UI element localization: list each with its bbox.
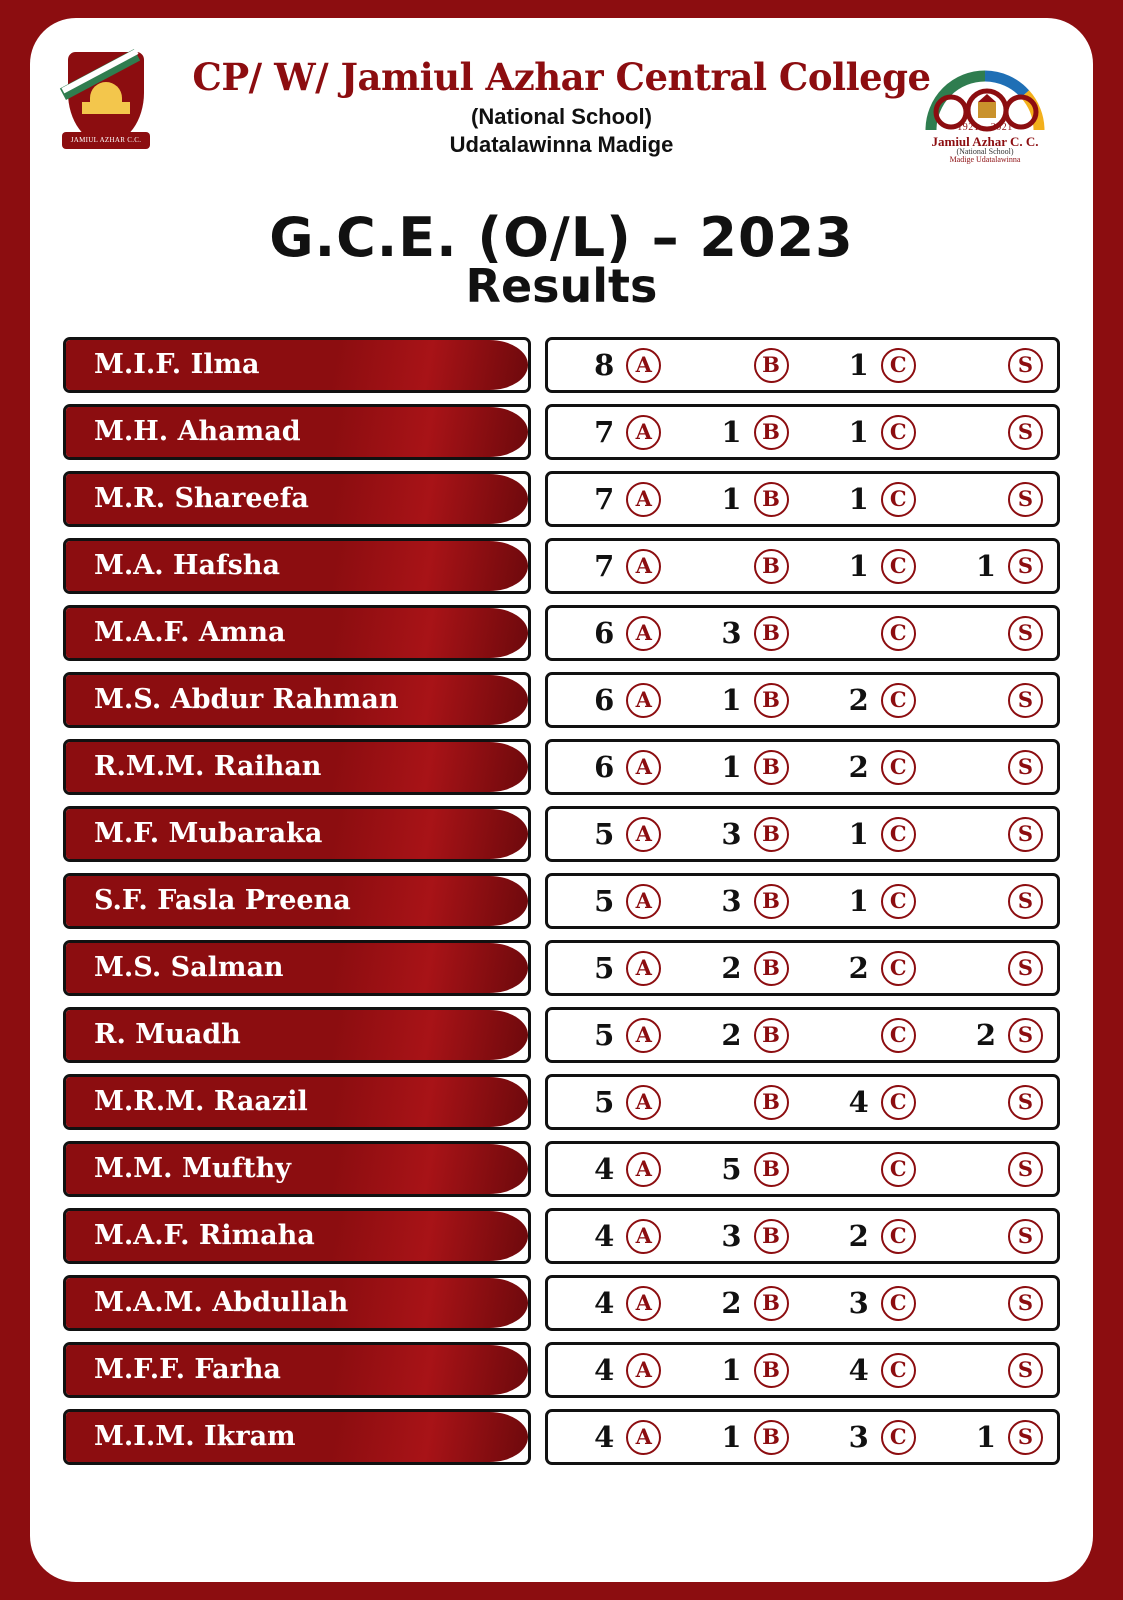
- grade-count-b: 1: [721, 1353, 742, 1387]
- results-list: [30, 337, 1093, 1465]
- grade-group-b: [675, 549, 802, 584]
- grade-letter-b-icon: B: [754, 415, 789, 450]
- table-row: [63, 940, 1060, 996]
- grade-letter-s-icon: S: [1008, 1152, 1043, 1187]
- grade-group-b: [675, 1219, 802, 1254]
- grade-count-a: 4: [594, 1286, 615, 1320]
- grade-letter-s-icon: S: [1008, 616, 1043, 651]
- centenary-name: Jamiul Azhar C. C.: [931, 134, 1039, 149]
- student-name-cell: [63, 605, 531, 661]
- table-row: [63, 873, 1060, 929]
- grade-group-c: [803, 884, 930, 919]
- grade-count-a: 7: [594, 482, 615, 516]
- grade-group-s: [930, 549, 1057, 584]
- grade-count-c: 2: [848, 683, 869, 717]
- grade-count-a: 5: [594, 817, 615, 851]
- grade-letter-a-icon: A: [626, 1018, 661, 1053]
- grade-letter-c-icon: C: [881, 817, 916, 852]
- student-name: M.M. Mufthy: [94, 1153, 291, 1184]
- student-name: M.I.F. Ilma: [94, 349, 260, 380]
- student-name: R. Muadh: [94, 1019, 241, 1050]
- table-row: [63, 404, 1060, 460]
- grade-group-s: [930, 884, 1057, 919]
- grade-letter-b-icon: B: [754, 1018, 789, 1053]
- grade-letter-a-icon: A: [626, 348, 661, 383]
- grade-letter-a-icon: A: [626, 616, 661, 651]
- grade-group-a: [548, 884, 675, 919]
- grade-count-a: 6: [594, 750, 615, 784]
- grade-count-s: 2: [975, 1018, 996, 1052]
- exam-title: G.C.E. (O/L) – 2023: [269, 206, 854, 269]
- grade-count-a: 4: [594, 1353, 615, 1387]
- grade-count-b: 3: [721, 1219, 742, 1253]
- grade-letter-b-icon: B: [754, 1085, 789, 1120]
- student-name: M.I.M. Ikram: [94, 1421, 296, 1452]
- grade-count-a: 5: [594, 884, 615, 918]
- grade-letter-a-icon: A: [626, 1152, 661, 1187]
- grade-group-s: [930, 1353, 1057, 1388]
- grade-letter-c-icon: C: [881, 884, 916, 919]
- grade-group-a: [548, 817, 675, 852]
- grade-group-b: [675, 348, 802, 383]
- grade-letter-c-icon: C: [881, 1085, 916, 1120]
- table-row: [63, 1409, 1060, 1465]
- grade-letter-s-icon: S: [1008, 482, 1043, 517]
- grade-letter-b-icon: B: [754, 1286, 789, 1321]
- grade-group-a: [548, 348, 675, 383]
- grade-letter-b-icon: B: [754, 817, 789, 852]
- grade-letter-b-icon: B: [754, 348, 789, 383]
- grades-cell: [545, 739, 1060, 795]
- grade-letter-c-icon: C: [881, 951, 916, 986]
- grades-cell: [545, 1208, 1060, 1264]
- grade-count-c: 1: [848, 549, 869, 583]
- grades-cell: [545, 806, 1060, 862]
- table-row: [63, 739, 1060, 795]
- student-name: S.F. Fasla Preena: [94, 885, 351, 916]
- grade-letter-s-icon: S: [1008, 1219, 1043, 1254]
- student-name-cell: [63, 404, 531, 460]
- grade-group-b: [675, 817, 802, 852]
- grade-count-a: 4: [594, 1420, 615, 1454]
- grade-group-a: [548, 616, 675, 651]
- grade-letter-s-icon: S: [1008, 750, 1043, 785]
- grade-group-s: [930, 616, 1057, 651]
- grade-count-b: 2: [721, 1018, 742, 1052]
- grade-group-b: [675, 683, 802, 718]
- grade-letter-c-icon: C: [881, 549, 916, 584]
- grades-cell: [545, 1275, 1060, 1331]
- grade-count-c: 1: [848, 817, 869, 851]
- table-row: [63, 471, 1060, 527]
- grade-count-a: 7: [594, 415, 615, 449]
- grade-count-a: 6: [594, 616, 615, 650]
- grade-count-a: 6: [594, 683, 615, 717]
- grade-count-b: 1: [721, 683, 742, 717]
- grade-letter-c-icon: C: [881, 1219, 916, 1254]
- grade-group-s: [930, 951, 1057, 986]
- grade-group-b: [675, 1353, 802, 1388]
- grade-letter-s-icon: S: [1008, 683, 1043, 718]
- grade-count-a: 5: [594, 1018, 615, 1052]
- grade-letter-a-icon: A: [626, 1286, 661, 1321]
- grades-cell: [545, 1074, 1060, 1130]
- grade-group-a: [548, 683, 675, 718]
- student-name: M.A.M. Abdullah: [94, 1287, 349, 1318]
- grade-letter-s-icon: S: [1008, 884, 1043, 919]
- table-row: [63, 337, 1060, 393]
- grade-group-s: [930, 1286, 1057, 1321]
- student-name: M.A.F. Amna: [94, 617, 286, 648]
- grade-letter-a-icon: A: [626, 1420, 661, 1455]
- centenary-sub2: Madige Udatalawinna: [949, 155, 1021, 164]
- grade-group-a: [548, 415, 675, 450]
- grade-letter-b-icon: B: [754, 616, 789, 651]
- grade-group-b: [675, 1420, 802, 1455]
- grade-group-c: [803, 549, 930, 584]
- student-name-cell: [63, 1208, 531, 1264]
- school-subtitle-location: Udatalawinna Madige: [449, 131, 674, 157]
- grade-count-b: 1: [721, 415, 742, 449]
- grade-group-c: [803, 415, 930, 450]
- student-name-cell: [63, 1342, 531, 1398]
- grade-group-b: [675, 1085, 802, 1120]
- grade-letter-a-icon: A: [626, 750, 661, 785]
- table-row: [63, 1342, 1060, 1398]
- grade-group-b: [675, 951, 802, 986]
- grade-letter-c-icon: C: [881, 1018, 916, 1053]
- grade-letter-c-icon: C: [881, 415, 916, 450]
- grade-group-a: [548, 1085, 675, 1120]
- grade-count-b: 1: [721, 482, 742, 516]
- exam-subtitle: Results: [465, 259, 658, 313]
- grade-letter-c-icon: C: [881, 1286, 916, 1321]
- grade-group-s: [930, 1420, 1057, 1455]
- grade-group-s: [930, 683, 1057, 718]
- grade-group-s: [930, 750, 1057, 785]
- student-name-cell: [63, 1275, 531, 1331]
- grade-letter-b-icon: B: [754, 1353, 789, 1388]
- grades-cell: [545, 337, 1060, 393]
- grade-letter-s-icon: S: [1008, 1085, 1043, 1120]
- grade-group-c: [803, 616, 930, 651]
- grade-letter-b-icon: B: [754, 1152, 789, 1187]
- grade-letter-s-icon: S: [1008, 415, 1043, 450]
- grade-group-a: [548, 1420, 675, 1455]
- grade-letter-s-icon: S: [1008, 1286, 1043, 1321]
- grades-cell: [545, 1007, 1060, 1063]
- student-name: M.S. Salman: [94, 952, 284, 983]
- table-row: [63, 1275, 1060, 1331]
- table-row: [63, 538, 1060, 594]
- grade-group-b: [675, 415, 802, 450]
- student-name: M.A.F. Rimaha: [94, 1220, 315, 1251]
- grade-letter-a-icon: A: [626, 482, 661, 517]
- grades-cell: [545, 404, 1060, 460]
- grade-count-b: 5: [721, 1152, 742, 1186]
- student-name-cell: [63, 337, 531, 393]
- centenary-years: 1921 – 2021: [957, 122, 1013, 133]
- grades-cell: [545, 538, 1060, 594]
- student-name-cell: [63, 1074, 531, 1130]
- grade-group-c: [803, 1353, 930, 1388]
- grade-group-s: [930, 348, 1057, 383]
- grade-letter-c-icon: C: [881, 482, 916, 517]
- grade-group-c: [803, 482, 930, 517]
- grade-group-a: [548, 1353, 675, 1388]
- grade-count-c: 2: [848, 750, 869, 784]
- grade-group-c: [803, 683, 930, 718]
- grade-letter-c-icon: C: [881, 1420, 916, 1455]
- student-name-cell: [63, 940, 531, 996]
- grade-group-b: [675, 1286, 802, 1321]
- grades-cell: [545, 471, 1060, 527]
- grade-count-b: 3: [721, 884, 742, 918]
- grade-count-c: 2: [848, 1219, 869, 1253]
- grade-letter-b-icon: B: [754, 683, 789, 718]
- table-row: [63, 1074, 1060, 1130]
- grade-letter-c-icon: C: [881, 616, 916, 651]
- grades-cell: [545, 940, 1060, 996]
- school-subtitle-national: (National School): [471, 103, 652, 129]
- results-poster: [30, 18, 1093, 1582]
- grade-count-c: 1: [848, 884, 869, 918]
- grade-letter-b-icon: B: [754, 750, 789, 785]
- student-name: M.A. Hafsha: [94, 550, 280, 581]
- grade-count-c: 4: [848, 1353, 869, 1387]
- grade-group-b: [675, 616, 802, 651]
- student-name-cell: [63, 739, 531, 795]
- grade-group-b: [675, 1018, 802, 1053]
- grades-cell: [545, 605, 1060, 661]
- grade-count-s: 1: [975, 549, 996, 583]
- grade-group-a: [548, 549, 675, 584]
- student-name-cell: [63, 538, 531, 594]
- grade-letter-s-icon: S: [1008, 348, 1043, 383]
- grade-group-b: [675, 482, 802, 517]
- grade-count-c: 1: [848, 348, 869, 382]
- grade-group-s: [930, 415, 1057, 450]
- grades-cell: [545, 1409, 1060, 1465]
- grade-group-a: [548, 1152, 675, 1187]
- table-row: [63, 1208, 1060, 1264]
- student-name-cell: [63, 471, 531, 527]
- grade-letter-c-icon: C: [881, 1152, 916, 1187]
- grade-group-a: [548, 1286, 675, 1321]
- grade-group-s: [930, 1152, 1057, 1187]
- grade-count-b: 3: [721, 817, 742, 851]
- grade-group-s: [930, 1219, 1057, 1254]
- grade-count-c: 3: [848, 1420, 869, 1454]
- grade-letter-a-icon: A: [626, 1219, 661, 1254]
- grade-count-c: 2: [848, 951, 869, 985]
- grade-count-c: 1: [848, 482, 869, 516]
- poster-header: [30, 18, 1093, 168]
- grade-group-s: [930, 482, 1057, 517]
- grade-count-a: 5: [594, 1085, 615, 1119]
- grade-group-c: [803, 1420, 930, 1455]
- grade-group-a: [548, 750, 675, 785]
- grade-letter-a-icon: A: [626, 549, 661, 584]
- school-name: CP/ W/ Jamiul Azhar Central College: [192, 55, 931, 99]
- student-name-cell: [63, 672, 531, 728]
- grade-letter-c-icon: C: [881, 683, 916, 718]
- grade-letter-a-icon: A: [626, 683, 661, 718]
- grade-count-b: 1: [721, 750, 742, 784]
- grade-count-s: 1: [975, 1420, 996, 1454]
- grade-letter-b-icon: B: [754, 482, 789, 517]
- grade-group-c: [803, 1286, 930, 1321]
- grade-letter-a-icon: A: [626, 415, 661, 450]
- grades-cell: [545, 1141, 1060, 1197]
- grade-letter-b-icon: B: [754, 1219, 789, 1254]
- grade-count-a: 4: [594, 1219, 615, 1253]
- grade-group-b: [675, 750, 802, 785]
- grade-group-s: [930, 1085, 1057, 1120]
- grade-group-c: [803, 951, 930, 986]
- grade-count-a: 5: [594, 951, 615, 985]
- student-name-cell: [63, 1409, 531, 1465]
- grade-letter-c-icon: C: [881, 750, 916, 785]
- grade-group-s: [930, 817, 1057, 852]
- grade-group-c: [803, 1085, 930, 1120]
- grade-count-a: 8: [594, 348, 615, 382]
- table-row: [63, 605, 1060, 661]
- grade-count-b: 1: [721, 1420, 742, 1454]
- grade-group-c: [803, 1219, 930, 1254]
- grade-group-a: [548, 1018, 675, 1053]
- table-row: [63, 1141, 1060, 1197]
- student-name: M.F.F. Farha: [94, 1354, 281, 1385]
- grade-count-b: 3: [721, 616, 742, 650]
- grade-letter-a-icon: A: [626, 1353, 661, 1388]
- grade-group-a: [548, 1219, 675, 1254]
- grade-group-s: [930, 1018, 1057, 1053]
- grade-count-b: 2: [721, 951, 742, 985]
- grade-letter-a-icon: A: [626, 1085, 661, 1120]
- student-name-cell: [63, 806, 531, 862]
- grade-count-c: 1: [848, 415, 869, 449]
- student-name: M.R. Shareefa: [94, 483, 309, 514]
- grade-letter-s-icon: S: [1008, 1420, 1043, 1455]
- student-name-cell: [63, 873, 531, 929]
- table-row: [63, 672, 1060, 728]
- centenary-logo-icon: [915, 46, 1055, 166]
- grade-count-c: 3: [848, 1286, 869, 1320]
- grade-count-a: 7: [594, 549, 615, 583]
- grade-group-c: [803, 1018, 930, 1053]
- grade-group-c: [803, 1152, 930, 1187]
- grade-group-c: [803, 750, 930, 785]
- student-name-cell: [63, 1007, 531, 1063]
- grade-letter-b-icon: B: [754, 549, 789, 584]
- table-row: [63, 806, 1060, 862]
- grade-letter-s-icon: S: [1008, 817, 1043, 852]
- grade-letter-a-icon: A: [626, 817, 661, 852]
- crest-ribbon-label: JAMIUL AZHAR C.C. UDATALAWINNA: [62, 132, 150, 149]
- table-row: [63, 1007, 1060, 1063]
- grade-letter-b-icon: B: [754, 884, 789, 919]
- grade-group-b: [675, 884, 802, 919]
- grade-letter-s-icon: S: [1008, 951, 1043, 986]
- grade-letter-b-icon: B: [754, 1420, 789, 1455]
- grade-letter-a-icon: A: [626, 951, 661, 986]
- grade-count-a: 4: [594, 1152, 615, 1186]
- student-name: R.M.M. Raihan: [94, 751, 322, 782]
- grades-cell: [545, 873, 1060, 929]
- student-name: M.S. Abdur Rahman: [94, 684, 399, 715]
- grade-count-c: 4: [848, 1085, 869, 1119]
- student-name-cell: [63, 1141, 531, 1197]
- grade-letter-c-icon: C: [881, 1353, 916, 1388]
- grade-group-a: [548, 951, 675, 986]
- grade-group-c: [803, 817, 930, 852]
- grade-group-c: [803, 348, 930, 383]
- grade-letter-a-icon: A: [626, 884, 661, 919]
- grade-count-b: 2: [721, 1286, 742, 1320]
- grade-group-b: [675, 1152, 802, 1187]
- grades-cell: [545, 1342, 1060, 1398]
- student-name: M.F. Mubaraka: [94, 818, 323, 849]
- student-name: M.R.M. Raazil: [94, 1086, 308, 1117]
- grade-letter-s-icon: S: [1008, 549, 1043, 584]
- grade-letter-s-icon: S: [1008, 1018, 1043, 1053]
- grades-cell: [545, 672, 1060, 728]
- centenary-sub1: (National School): [956, 147, 1014, 156]
- grade-letter-c-icon: C: [881, 348, 916, 383]
- student-name: M.H. Ahamad: [94, 416, 301, 447]
- grade-letter-s-icon: S: [1008, 1353, 1043, 1388]
- grade-letter-b-icon: B: [754, 951, 789, 986]
- grade-group-a: [548, 482, 675, 517]
